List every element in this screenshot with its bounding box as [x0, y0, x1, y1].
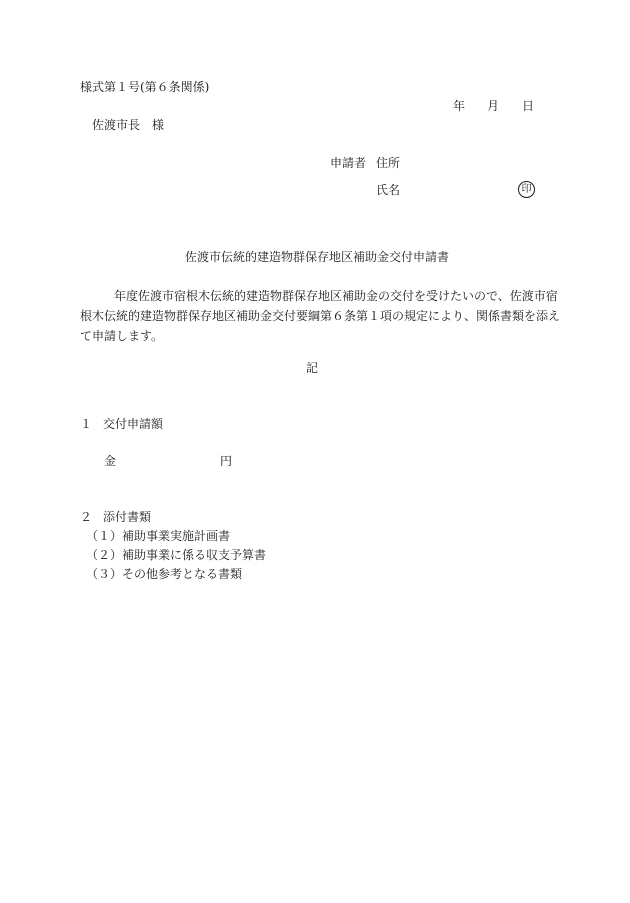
address-label: 住所: [376, 156, 401, 170]
amount-yen: 円: [220, 454, 233, 468]
date-day: 日: [522, 99, 535, 113]
applicant-label: 申請者: [330, 156, 367, 170]
section1-number: １: [80, 417, 93, 431]
date-year: 年: [453, 99, 466, 113]
name-label: 氏名: [376, 183, 401, 197]
date-month: 月: [487, 99, 500, 113]
body-line-3: て申請します。: [80, 329, 164, 343]
attachment-item-3: （３）その他参考となる書類: [86, 567, 243, 581]
section2-number: ２: [80, 510, 93, 524]
body-line-1: 年度佐渡市宿根木伝統的建造物群保存地区補助金の交付を受けたいので、佐渡市宿: [114, 289, 558, 303]
attachment-item-2: （２）補助事業に係る収支予算書: [86, 548, 267, 562]
addressee: 佐渡市長 様: [92, 118, 165, 132]
seal-mark: 印: [518, 181, 535, 198]
body-line-2: 根木伝統的建造物群保存地区補助金交付要綱第６条第１項の規定により、関係書類を添え: [80, 309, 561, 323]
form-label: 様式第１号(第６条関係): [80, 80, 210, 94]
amount-kin: 金: [104, 454, 117, 468]
ki-heading: 記: [306, 361, 319, 375]
attachment-item-1: （１）補助事業実施計画書: [86, 529, 231, 543]
document-title: 佐渡市伝統的建造物群保存地区補助金交付申請書: [185, 250, 450, 264]
section1-heading: 交付申請額: [103, 417, 164, 431]
body-paragraph: [80, 286, 561, 346]
section2-heading: 添付書類: [103, 510, 152, 524]
